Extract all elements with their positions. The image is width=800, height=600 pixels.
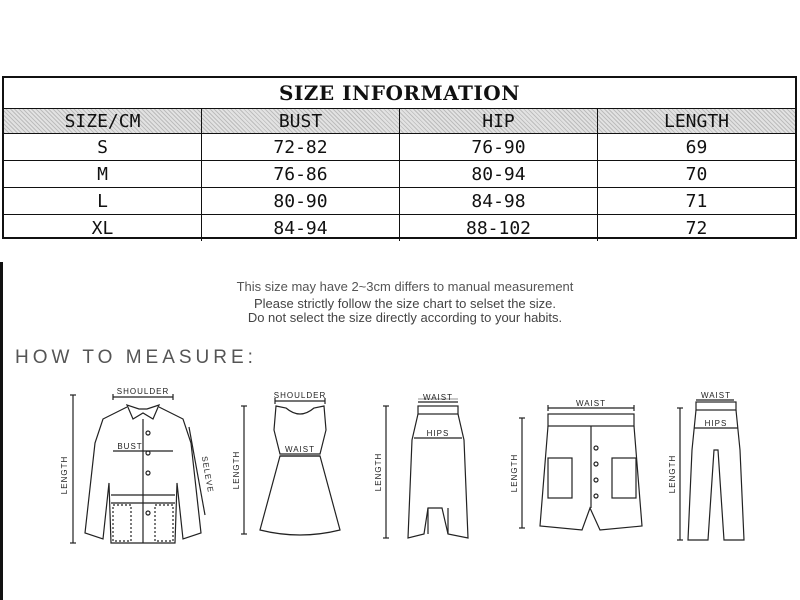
table-row	[4, 188, 795, 215]
pants-length-label: LENGTH	[668, 454, 677, 494]
shorts-waist-label: WAIST	[575, 399, 607, 408]
header-length: LENGTH	[663, 110, 730, 132]
note-measurement-difference: This size may have 2~3cm differs to manual measurement	[236, 279, 574, 294]
pants-waist-label: WAIST	[700, 391, 732, 400]
dress-waist-label: WAIST	[284, 445, 316, 454]
cell-length: 71	[685, 190, 708, 212]
cell-bust: 84-94	[202, 215, 400, 241]
left-divider	[0, 262, 3, 600]
jacket-shoulder-label: SHOULDER	[116, 387, 170, 396]
cell-length: 69	[685, 136, 708, 158]
cell-hip: 84-98	[400, 188, 598, 214]
how-to-measure-heading: HOW TO MEASURE:	[15, 347, 257, 368]
skirt-hips-label: HIPS	[426, 429, 450, 438]
cell-bust: 76-86	[202, 161, 400, 187]
shorts-diagram	[508, 398, 658, 538]
dress-diagram	[228, 390, 353, 540]
jacket-bust-label: BUST	[117, 442, 143, 451]
cell-hip: 88-102	[400, 215, 598, 241]
shorts-length-label: LENGTH	[510, 453, 519, 493]
note-habits: Do not select the size directly according to your habits.	[247, 310, 563, 325]
table-row	[4, 134, 795, 161]
table-header-row	[4, 109, 795, 134]
table-row	[4, 161, 795, 188]
table-row	[4, 215, 795, 241]
skirt-length-label: LENGTH	[374, 452, 383, 492]
dress-shoulder-label: SHOULDER	[273, 391, 327, 400]
cell-size: L	[4, 188, 202, 214]
cell-size: XL	[4, 215, 202, 241]
skirt-diagram	[370, 390, 480, 545]
header-bust: BUST	[202, 109, 400, 133]
cell-hip: 80-94	[400, 161, 598, 187]
cell-hip: 76-90	[400, 134, 598, 160]
cell-size: S	[4, 134, 202, 160]
jacket-sleeve-label: SELEVE	[199, 455, 215, 494]
table-title: SIZE INFORMATION	[4, 78, 795, 109]
jacket-diagram	[55, 383, 215, 553]
cell-length: 70	[685, 163, 708, 185]
header-hip: HIP	[400, 109, 598, 133]
dress-length-label: LENGTH	[232, 450, 241, 490]
cell-bust: 72-82	[202, 134, 400, 160]
note-follow-chart: Please strictly follow the size chart to selset the size.	[253, 296, 556, 311]
cell-size: M	[4, 161, 202, 187]
header-size: SIZE/CM	[4, 109, 202, 133]
jacket-length-label: LENGTH	[60, 455, 69, 495]
cell-bust: 80-90	[202, 188, 400, 214]
cell-length: 72	[685, 217, 708, 239]
size-table	[2, 76, 797, 239]
pants-hips-label: HIPS	[704, 419, 728, 428]
skirt-waist-label: WAIST	[422, 393, 454, 402]
pants-diagram	[668, 390, 758, 555]
